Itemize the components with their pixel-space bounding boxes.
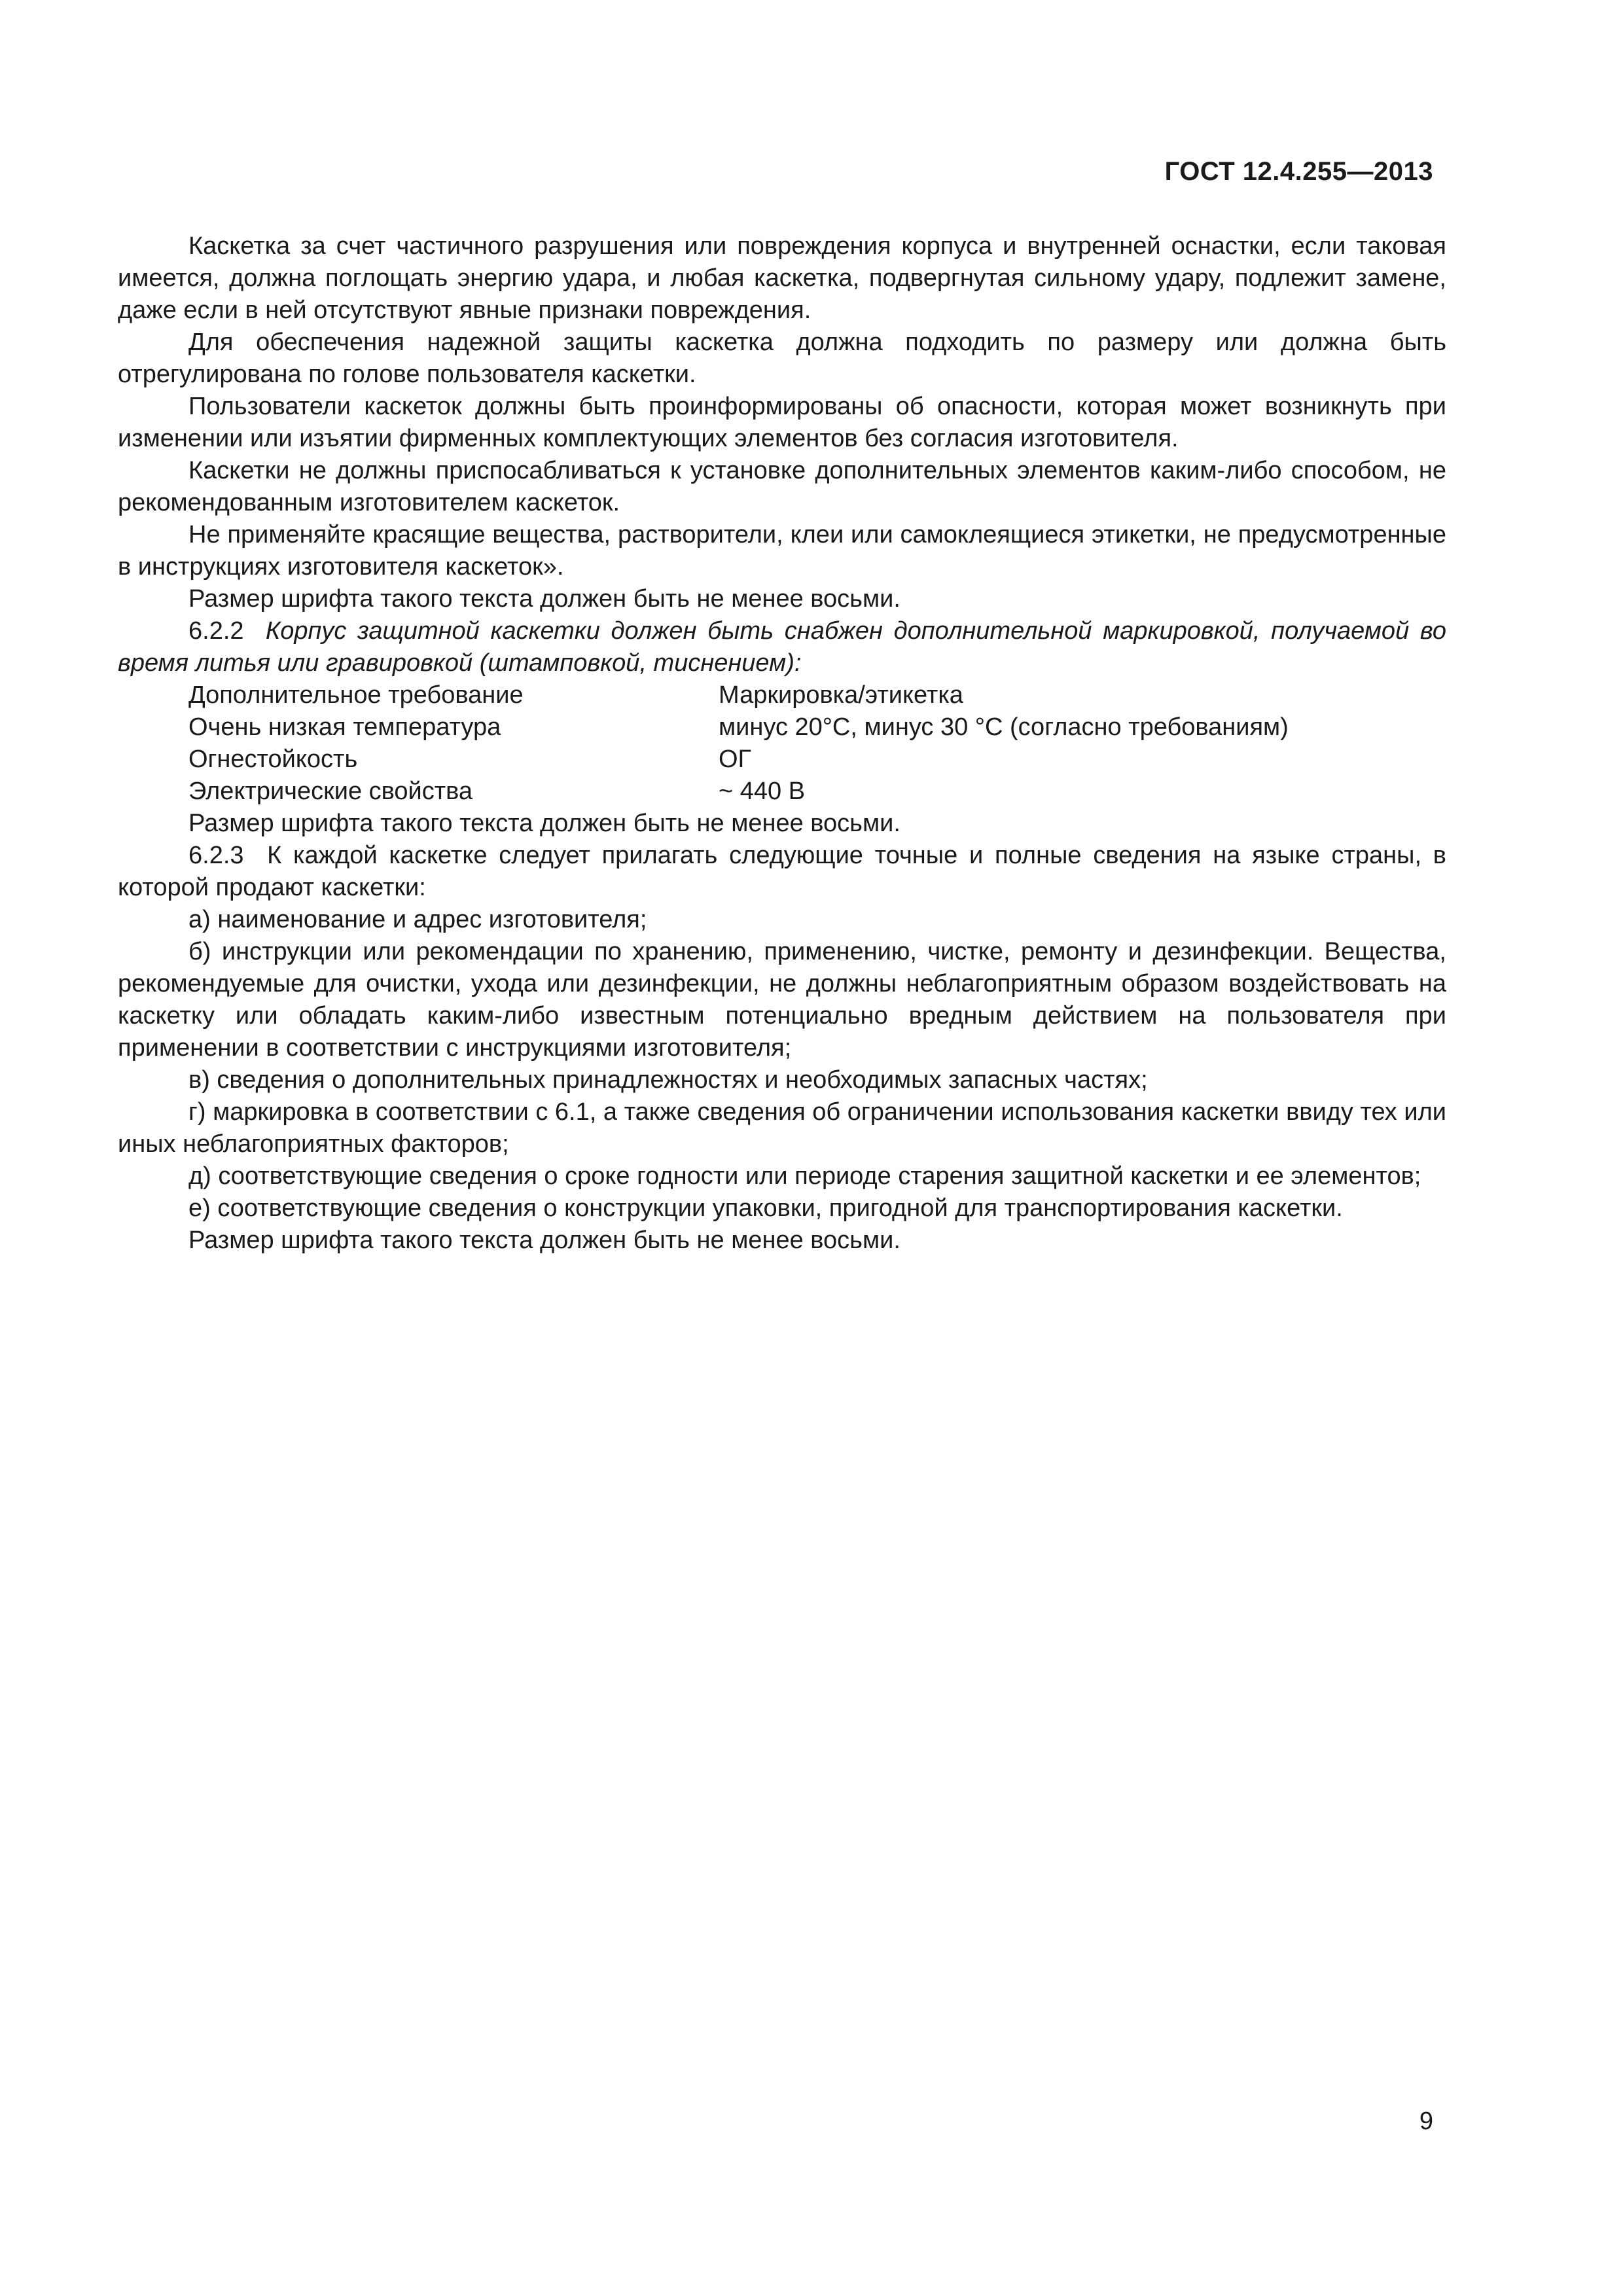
marking-table-cell-marking: ОГ <box>719 745 752 773</box>
marking-table-header-col1: Дополнительное требование <box>188 681 524 709</box>
section-6-2-2-text: Корпус защитной каскетки должен быть снабжен дополнительной маркировкой, получаемой во время литья или гравировкой (штамповкой, тиснением): <box>118 617 1446 677</box>
list-item-d: д) соответствующие сведения о сроке годности или периоде старения защитной каскетки и ее элементов; <box>188 1162 1421 1190</box>
marking-table-cell-marking: минус 20°С, минус 30 °С (согласно требованиям) <box>719 713 1289 741</box>
paragraph-font-size-note: Размер шрифта такого текста должен быть не менее восьми. <box>188 585 901 613</box>
paragraph-energy-absorption: Каскетка за счет частичного разрушения или повреждения корпуса и внутренней оснастки, если таковая имеется, должна поглощать энергию удара, и любая каскетка, подвергнутая сильному удару, подлежит замене, даже если в ней отсутствуют явные признаки повреждения. <box>118 232 1446 324</box>
marking-table-cell-requirement: Огнестойкость <box>188 745 358 773</box>
page-number: 9 <box>1419 2108 1433 2135</box>
list-item-g: г) маркировка в соответствии с 6.1, а также сведения об ограничении использования каскетки ввиду тех или иных неблагоприятных факторов; <box>118 1098 1446 1158</box>
list-item-b: б) инструкции или рекомендации по хранению, применению, чистке, ремонту и дезинфекции. Вещества, рекомендуемые для очистки, ухода или дезинфекции, не должны неблагоприятным образом воздействовать на каскетку или обладать каким-либо известным потенциально вредным действием на пользователя при применении в соответствии с инструкциями изготовителя; <box>118 938 1446 1062</box>
paragraph-no-modification: Каскетки не должны приспосабливаться к установке дополнительных элементов каким-либо способом, не рекомендованным изготовителем каскеток. <box>118 457 1446 516</box>
marking-table-header-col2: Маркировка/этикетка <box>719 681 963 709</box>
section-6-2-3 <box>118 840 1446 904</box>
section-6-2-2-number: 6.2.2 <box>188 617 244 645</box>
marking-table-cell-requirement: Очень низкая температура <box>188 713 501 741</box>
section-6-2-3-number: 6.2.3 <box>188 842 244 869</box>
paragraph-fit: Для обеспечения надежной защиты каскетка должна подходить по размеру или должна быть отрегулирована по голове пользователя каскетки. <box>118 329 1446 388</box>
list-item-a: а) наименование и адрес изготовителя; <box>188 906 647 933</box>
marking-table-cell-marking: ~ 440 В <box>719 778 806 805</box>
marking-table-cell-requirement: Электрические свойства <box>188 778 473 805</box>
marking-table-row <box>118 711 1446 744</box>
list-item-v: в) сведения о дополнительных принадлежностях и необходимых запасных частях; <box>188 1066 1148 1094</box>
marking-table-header <box>118 679 1446 711</box>
section-6-2-3-text: К каждой каскетке следует прилагать следующие точные и полные сведения на языке страны, в которой продают каскетки: <box>118 842 1446 901</box>
document-body <box>118 230 1446 1257</box>
paragraph-font-size-note-3: Размер шрифта такого текста должен быть не менее восьми. <box>188 1227 901 1254</box>
paragraph-user-warning: Пользователи каскеток должны быть проинформированы об опасности, которая может возникнуть при изменении или изъятии фирменных комплектующих элементов без согласия изготовителя. <box>118 393 1446 452</box>
marking-table-row <box>118 776 1446 808</box>
marking-table-row <box>118 744 1446 776</box>
document-header-standard-id: ГОСТ 12.4.255—2013 <box>1164 157 1433 186</box>
list-item-e: е) соответствующие сведения о конструкции упаковки, пригодной для транспортирования каскетки. <box>188 1194 1343 1222</box>
section-6-2-2 <box>118 615 1446 679</box>
paragraph-no-paints: Не применяйте красящие вещества, растворители, клеи или самоклеящиеся этикетки, не предусмотренные в инструкциях изготовителя каскеток». <box>118 521 1446 581</box>
paragraph-font-size-note-2: Размер шрифта такого текста должен быть не менее восьми. <box>188 810 901 837</box>
